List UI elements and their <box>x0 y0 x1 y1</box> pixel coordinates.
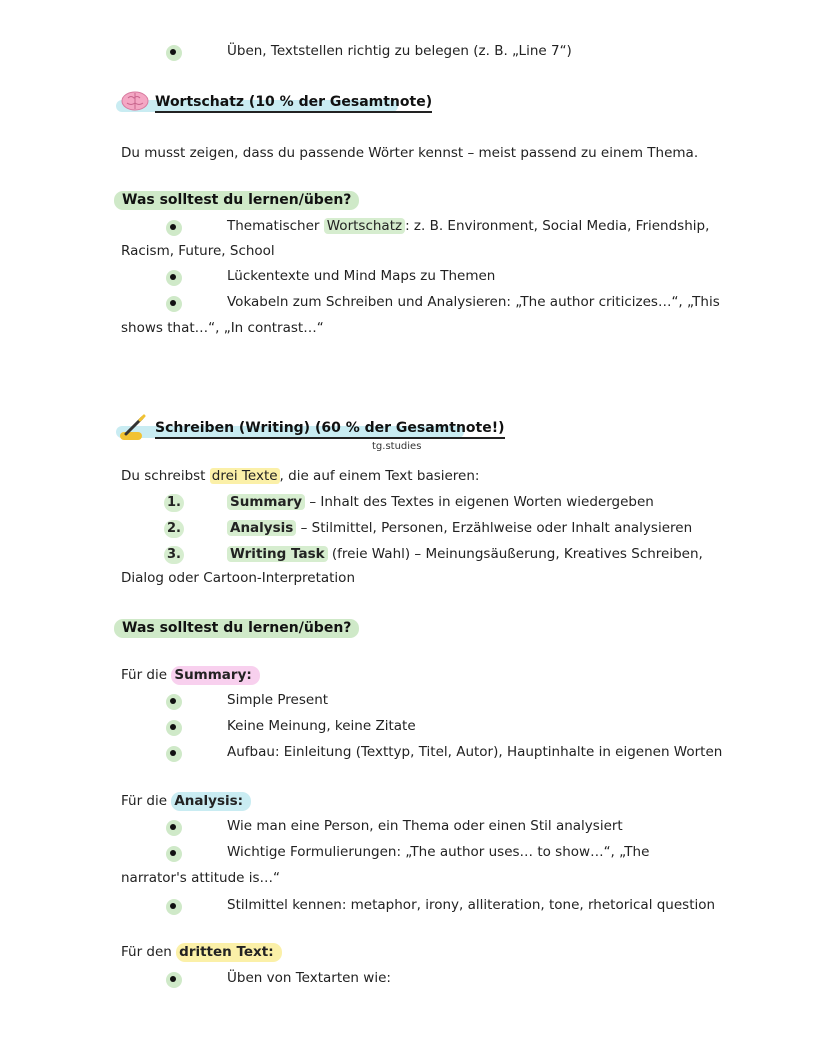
vocab-item-3: Vokabeln zum Schreiben und Analysieren: „The author criticizes…“, „This <box>227 294 720 310</box>
vocab-item-1 <box>227 218 709 234</box>
writing-intro-highlight: drei Texte <box>211 468 278 484</box>
analysis-item-1: Wie man eine Person, ein Thema oder einen Stil analysiert <box>227 818 623 834</box>
vocab-item-3-continuation: shows that…“, „In contrast…“ <box>121 320 324 336</box>
vocab-item-1-highlight: Wortschatz <box>324 218 405 234</box>
task-desc: – Stilmittel, Personen, Erzählweise oder Inhalt analysieren <box>296 520 693 536</box>
writing-question-text: Was solltest du lernen/üben? <box>114 619 359 638</box>
summary-label <box>121 667 260 683</box>
task-number: 3. <box>164 546 184 564</box>
writing-intro-post: , die auf einem Text basieren: <box>279 468 480 484</box>
writing-question <box>114 620 359 636</box>
task-writing <box>227 546 703 562</box>
third-text-label <box>121 944 282 960</box>
task-name: Writing Task <box>227 546 328 562</box>
summary-item: Simple Present <box>227 692 329 708</box>
task-desc: – Inhalt des Textes in eigenen Worten wiedergeben <box>305 494 654 510</box>
vocab-intro: Du musst zeigen, dass du passende Wörter kennst – meist passend zu einem Thema. <box>121 145 699 161</box>
analysis-label <box>121 793 251 809</box>
bullet-icon <box>166 820 182 836</box>
summary-item: Keine Meinung, keine Zitate <box>227 718 416 734</box>
bullet-icon <box>166 899 182 915</box>
third-text-label-highlight: dritten Text: <box>176 943 281 962</box>
task-analysis <box>227 520 692 536</box>
writing-hand-icon <box>118 414 150 442</box>
vocab-item-1-post: : z. B. Environment, Social Media, Friendship, <box>405 218 710 234</box>
analysis-label-highlight: Analysis: <box>171 792 251 811</box>
task-name: Summary <box>227 494 305 510</box>
bullet-icon <box>166 296 182 312</box>
task-summary <box>227 494 654 510</box>
third-text-item-1: Üben von Textarten wie: <box>227 970 391 986</box>
bullet-icon <box>166 746 182 762</box>
vocab-section-title: Wortschatz (10 % der Gesamtnote) <box>155 94 432 113</box>
bullet-icon <box>166 846 182 862</box>
task-number: 1. <box>164 494 184 512</box>
analysis-item-2-continuation: narrator's attitude is…“ <box>121 870 281 886</box>
writing-intro-pre: Du schreibst <box>121 468 210 484</box>
summary-label-pre: Für die <box>121 667 172 683</box>
task-number: 2. <box>164 520 184 538</box>
bullet-icon <box>166 270 182 286</box>
vocab-question-text: Was solltest du lernen/üben? <box>114 191 359 210</box>
bullet-icon <box>166 45 182 61</box>
brain-icon <box>120 90 150 112</box>
vocab-question <box>114 192 359 208</box>
vocab-item-2: Lückentexte und Mind Maps zu Themen <box>227 268 496 284</box>
task-name: Analysis <box>227 520 296 536</box>
analysis-item-3: Stilmittel kennen: metaphor, irony, alliteration, tone, rhetorical question <box>227 897 716 913</box>
bullet-icon <box>166 720 182 736</box>
writing-section-title: Schreiben (Writing) (60 % der Gesamtnote!) <box>155 420 505 439</box>
writing-intro <box>121 468 479 484</box>
task-desc: (freie Wahl) – Meinungsäußerung, Kreatives Schreiben, <box>327 546 703 562</box>
summary-label-highlight: Summary: <box>171 666 259 685</box>
task-3-continuation: Dialog oder Cartoon-Interpretation <box>121 570 355 586</box>
bullet-icon <box>166 694 182 710</box>
top-bullet-text: Üben, Textstellen richtig zu belegen (z. B. „Line 7“) <box>227 43 572 59</box>
third-text-label-pre: Für den <box>121 944 177 960</box>
vocab-item-1-continuation: Racism, Future, School <box>121 243 275 259</box>
bullet-icon <box>166 220 182 236</box>
watermark: tg.studies <box>372 441 422 452</box>
analysis-item-2: Wichtige Formulierungen: „The author uses… to show…“, „The <box>227 844 650 860</box>
vocab-item-1-pre: Thematischer <box>227 218 324 234</box>
analysis-label-pre: Für die <box>121 793 172 809</box>
bullet-icon <box>166 972 182 988</box>
summary-item: Aufbau: Einleitung (Texttyp, Titel, Autor), Hauptinhalte in eigenen Worten <box>227 744 723 760</box>
